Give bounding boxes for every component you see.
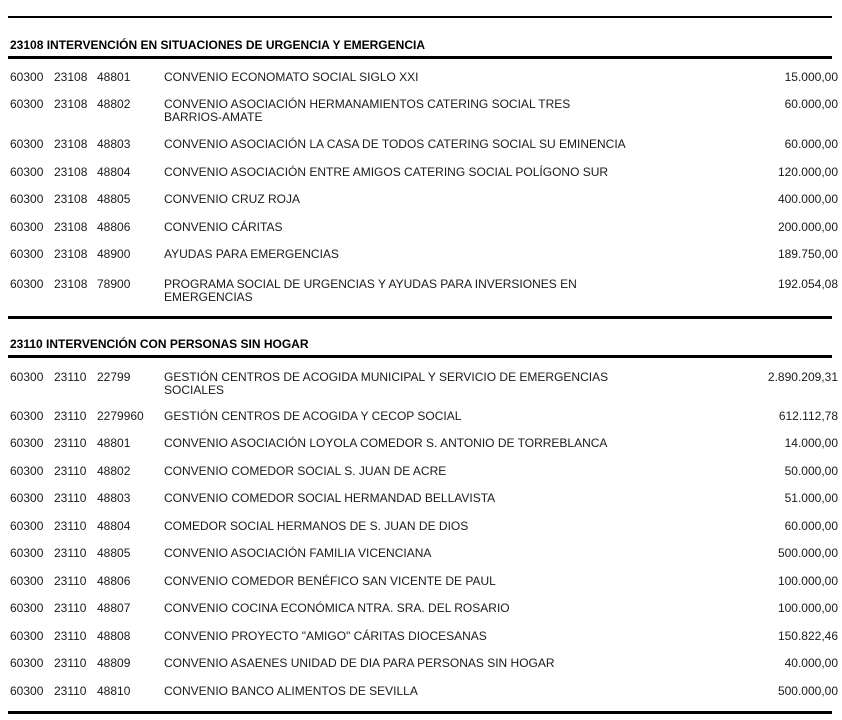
economic-code: 48802 (97, 464, 131, 478)
economic-code: 48807 (97, 601, 131, 615)
org-code: 60300 (10, 192, 44, 206)
program-code: 23108 (54, 277, 88, 291)
org-code: 60300 (10, 519, 44, 533)
org-code: 60300 (10, 370, 44, 384)
amount: 51.000,00 (784, 491, 838, 505)
org-code: 60300 (10, 684, 44, 698)
org-code: 60300 (10, 546, 44, 560)
economic-code: 48805 (97, 192, 131, 206)
budget-page (8, 0, 838, 720)
program-code: 23108 (54, 137, 88, 151)
amount: 50.000,00 (784, 464, 838, 478)
org-code: 60300 (10, 629, 44, 643)
amount: 200.000,00 (777, 220, 838, 234)
amount: 120.000,00 (777, 165, 838, 179)
amount: 100.000,00 (777, 574, 838, 588)
org-code: 60300 (10, 97, 44, 111)
program-code: 23110 (54, 464, 87, 478)
description: GESTIÓN CENTROS DE ACOGIDA Y CECOP SOCIAL (164, 409, 462, 423)
program-code: 23110 (54, 370, 87, 384)
section-title-23108: 23108 INTERVENCIÓN EN SITUACIONES DE URGENCIA Y EMERGENCIA (10, 38, 425, 52)
description: CONVENIO COCINA ECONÓMICA NTRA. SRA. DEL ROSARIO (164, 601, 510, 615)
economic-code: 22799 (97, 370, 131, 384)
section-header-rule (8, 56, 832, 59)
program-code: 23108 (54, 192, 88, 206)
description: CONVENIO ASOCIACIÓN HERMANAMIENTOS CATERING SOCIAL TRES BARRIOS-AMATE (164, 97, 571, 124)
economic-code: 48803 (97, 137, 131, 151)
section-header-rule (8, 355, 832, 358)
amount: 100.000,00 (777, 601, 838, 615)
org-code: 60300 (10, 277, 44, 291)
org-code: 60300 (10, 165, 44, 179)
description: PROGRAMA SOCIAL DE URGENCIAS Y AYUDAS PARA INVERSIONES EN EMERGENCIAS (164, 277, 577, 304)
org-code: 60300 (10, 436, 44, 450)
program-code: 23110 (54, 656, 87, 670)
description: CONVENIO COMEDOR BENÉFICO SAN VICENTE DE PAUL (164, 574, 496, 588)
economic-code: 48804 (97, 519, 131, 533)
economic-code: 48806 (97, 220, 131, 234)
economic-code: 78900 (97, 277, 131, 291)
amount: 500.000,00 (777, 684, 838, 698)
amount: 2.890.209,31 (767, 370, 838, 384)
org-code: 60300 (10, 137, 44, 151)
amount: 500.000,00 (777, 546, 838, 560)
program-code: 23110 (54, 574, 87, 588)
org-code: 60300 (10, 491, 44, 505)
bottom-rule (8, 711, 832, 714)
amount: 60.000,00 (784, 97, 838, 111)
program-code: 23108 (54, 247, 88, 261)
program-code: 23110 (54, 519, 87, 533)
description: CONVENIO COMEDOR SOCIAL HERMANDAD BELLAVISTA (164, 491, 496, 505)
org-code: 60300 (10, 574, 44, 588)
description: AYUDAS PARA EMERGENCIAS (164, 247, 339, 261)
description: CONVENIO CÁRITAS (164, 220, 283, 234)
program-code: 23108 (54, 220, 88, 234)
amount: 612.112,78 (778, 409, 838, 423)
amount: 189.750,00 (777, 247, 838, 261)
section-title-23110: 23110 INTERVENCIÓN CON PERSONAS SIN HOGAR (10, 337, 309, 351)
org-code: 60300 (10, 70, 44, 84)
org-code: 60300 (10, 247, 44, 261)
program-code: 23108 (54, 70, 88, 84)
economic-code: 48803 (97, 491, 131, 505)
description: COMEDOR SOCIAL HERMANOS DE S. JUAN DE DIOS (164, 519, 469, 533)
section-divider-rule (8, 316, 832, 319)
description: CONVENIO ASAENES UNIDAD DE DIA PARA PERSONAS SIN HOGAR (164, 656, 555, 670)
economic-code: 48808 (97, 629, 131, 643)
program-code: 23108 (54, 97, 88, 111)
description: CONVENIO ASOCIACIÓN LA CASA DE TODOS CATERING SOCIAL SU EMINENCIA (164, 137, 626, 151)
economic-code: 2279960 (97, 409, 144, 423)
org-code: 60300 (10, 601, 44, 615)
amount: 192.054,08 (777, 277, 838, 291)
economic-code: 48806 (97, 574, 131, 588)
amount: 15.000,00 (784, 70, 838, 84)
economic-code: 48900 (97, 247, 131, 261)
economic-code: 48802 (97, 97, 131, 111)
program-code: 23110 (54, 491, 87, 505)
description: CONVENIO ASOCIACIÓN LOYOLA COMEDOR S. ANTONIO DE TORREBLANCA (164, 436, 608, 450)
program-code: 23108 (54, 165, 88, 179)
economic-code: 48805 (97, 546, 131, 560)
top-rule (8, 16, 832, 18)
amount: 60.000,00 (784, 137, 838, 151)
economic-code: 48801 (97, 436, 131, 450)
org-code: 60300 (10, 464, 44, 478)
economic-code: 48804 (97, 165, 131, 179)
economic-code: 48809 (97, 656, 131, 670)
description: CONVENIO ASOCIACIÓN ENTRE AMIGOS CATERING SOCIAL POLÍGONO SUR (164, 165, 609, 179)
amount: 400.000,00 (777, 192, 838, 206)
description: CONVENIO ECONOMATO SOCIAL SIGLO XXI (164, 70, 419, 84)
org-code: 60300 (10, 220, 44, 234)
description: CONVENIO COMEDOR SOCIAL S. JUAN DE ACRE (164, 464, 447, 478)
economic-code: 48801 (97, 70, 131, 84)
program-code: 23110 (54, 546, 87, 560)
amount: 150.822,46 (777, 629, 838, 643)
org-code: 60300 (10, 409, 44, 423)
program-code: 23110 (54, 684, 87, 698)
amount: 14.000,00 (784, 436, 838, 450)
org-code: 60300 (10, 656, 44, 670)
description: CONVENIO CRUZ ROJA (164, 192, 301, 206)
program-code: 23110 (54, 629, 87, 643)
amount: 60.000,00 (784, 519, 838, 533)
program-code: 23110 (54, 409, 87, 423)
amount: 40.000,00 (784, 656, 838, 670)
description: CONVENIO BANCO ALIMENTOS DE SEVILLA (164, 684, 418, 698)
description: GESTIÓN CENTROS DE ACOGIDA MUNICIPAL Y SERVICIO DE EMERGENCIAS SOCIALES (164, 370, 609, 397)
program-code: 23110 (54, 436, 87, 450)
economic-code: 48810 (97, 684, 131, 698)
description: CONVENIO PROYECTO "AMIGO" CÁRITAS DIOCESANAS (164, 629, 487, 643)
description: CONVENIO ASOCIACIÓN FAMILIA VICENCIANA (164, 546, 432, 560)
program-code: 23110 (54, 601, 87, 615)
